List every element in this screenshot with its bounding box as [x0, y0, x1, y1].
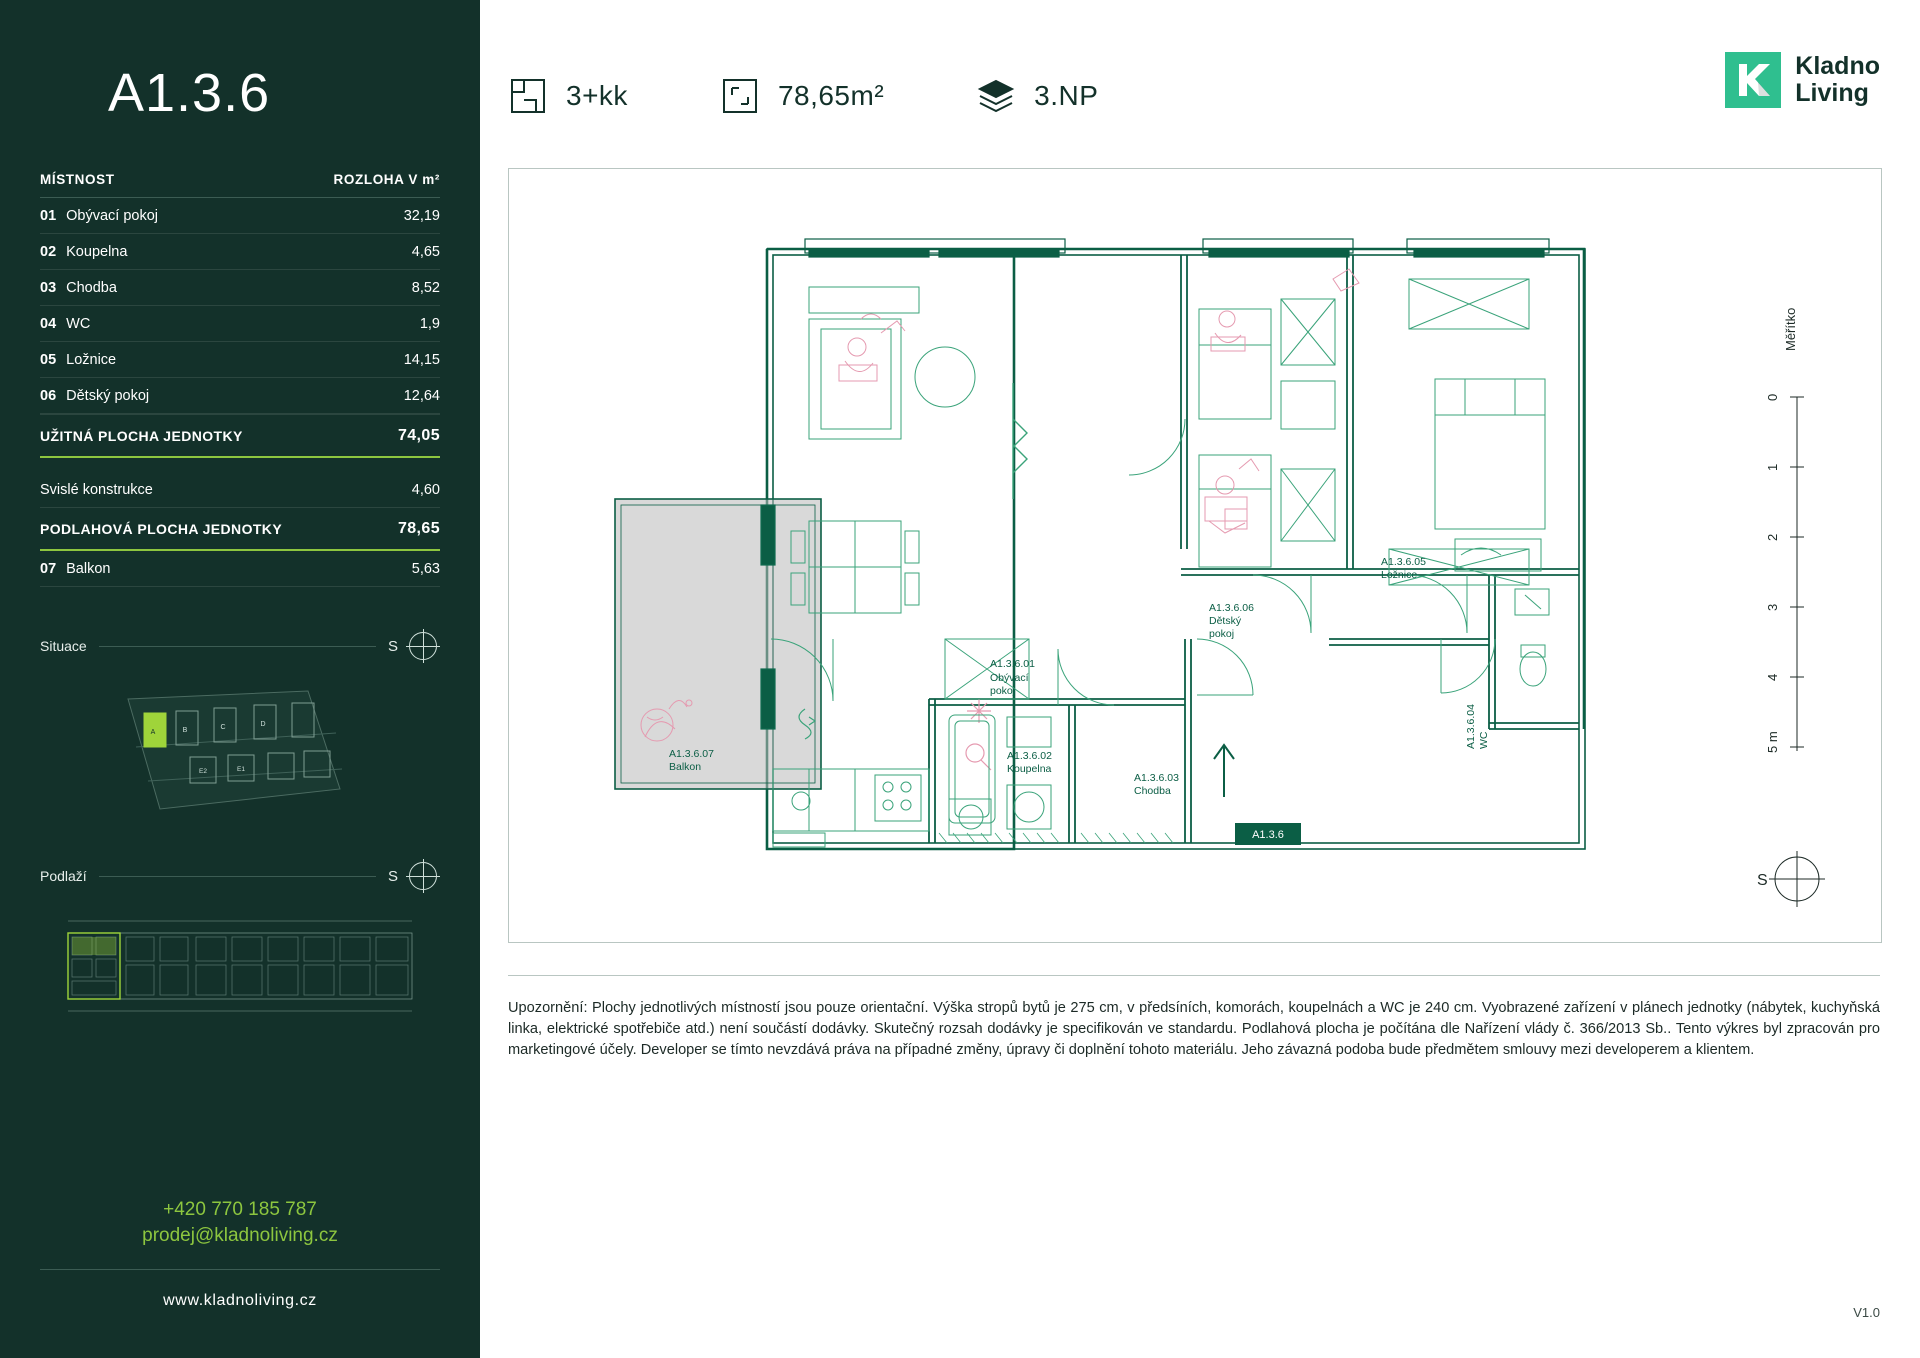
situace-label: Situace [40, 638, 87, 654]
table-header-area: ROZLOHA V m² [333, 172, 440, 187]
room-label-name2: pokoj [990, 685, 1016, 697]
room-label-name: Koupelna [1007, 763, 1052, 775]
table-row-balcony [40, 551, 440, 587]
room-label-code: A1.3.6.05 [1381, 556, 1426, 568]
divider [40, 1269, 440, 1270]
kpi-floor-value: 3.NP [1034, 80, 1099, 111]
room-label-name2: pokoj [1209, 628, 1235, 640]
divider [508, 975, 1880, 976]
room-label-code: A1.3.6.06 [1209, 602, 1254, 614]
room-number: 01 [40, 208, 57, 224]
table-row [40, 378, 440, 414]
kpi-floor [976, 76, 1098, 116]
room-label-code: A1.3.6.01 [990, 658, 1035, 670]
room-name: Chodba [66, 280, 117, 296]
room-number: 03 [40, 280, 57, 296]
room-label-name: Balkon [669, 761, 702, 773]
kpi-area-value [778, 80, 884, 112]
kpi-area-number: 78,65 [777, 80, 851, 111]
scale-tick: 3 [1765, 603, 1780, 611]
table-row [40, 306, 440, 342]
scale-tick: 4 [1765, 673, 1780, 681]
compass-situace [388, 629, 440, 663]
vertical-structures-value: 4,60 [411, 482, 440, 498]
table-row [40, 342, 440, 378]
room-label-name: Obývací [990, 672, 1029, 684]
situace-block [40, 629, 440, 817]
room-label-code: A1.3.6.07 [669, 748, 714, 760]
page-title: A1.3.6 [108, 63, 271, 123]
kpi-area [720, 76, 884, 116]
compass-podlazi [388, 859, 440, 893]
room-number: 02 [40, 244, 57, 260]
legal-notice [508, 975, 1880, 1061]
usable-area-row [40, 414, 440, 458]
usable-area-value: 74,05 [397, 427, 440, 444]
table-row [40, 234, 440, 270]
floor-plan-minimap [40, 907, 440, 1027]
room-area: 14,15 [403, 352, 440, 368]
table-spacer [40, 458, 440, 472]
kpi-bar [508, 60, 1880, 132]
room-label-code: A1.3.6.04 [1465, 704, 1477, 749]
floor-area-row [40, 508, 440, 551]
room-area: 8,52 [411, 280, 440, 296]
scale-tick: 2 [1765, 533, 1780, 541]
vertical-structures-row [40, 472, 440, 508]
room-name: Koupelna [66, 244, 128, 260]
floorplan-svg [509, 169, 1881, 942]
room-name: Ložnice [66, 352, 117, 368]
unit-tag: A1.3.6 [1252, 829, 1284, 841]
scale-tick: 1 [1765, 463, 1780, 471]
room-area: 4,65 [411, 244, 440, 260]
room-name: Dětský pokoj [66, 388, 150, 404]
scale-tick: 5 m [1765, 731, 1780, 753]
compass-icon [406, 629, 440, 663]
floor-area-label: PODLAHOVÁ PLOCHA JEDNOTKY [40, 521, 283, 537]
kpi-area-unit: m² [850, 80, 885, 111]
svg-text:A: A [150, 729, 156, 736]
brand-logo [1725, 52, 1880, 108]
room-name: Balkon [66, 561, 111, 577]
sidebar [0, 0, 480, 1358]
podlazi-block [40, 859, 440, 1027]
room-number: 05 [40, 352, 57, 368]
floor-area-value: 78,65 [397, 520, 440, 537]
svg-text:B: B [182, 727, 188, 734]
room-name: WC [66, 316, 91, 332]
floorplan-icon [508, 76, 548, 116]
usable-area-label: UŽITNÁ PLOCHA JEDNOTKY [40, 428, 243, 444]
brand-name [1795, 53, 1880, 107]
svg-text:C: C [220, 724, 226, 731]
compass-icon [406, 859, 440, 893]
contact-website[interactable]: www.kladnoliving.cz [163, 1292, 317, 1309]
table-row [40, 270, 440, 306]
room-area: 12,64 [403, 388, 440, 404]
svg-text:E2: E2 [199, 768, 207, 775]
contact-phone[interactable]: +420 770 185 787 [163, 1199, 317, 1220]
brand-line-2: Living [1795, 79, 1869, 107]
room-area: 1,9 [419, 316, 440, 332]
compass-north-label: S [387, 637, 398, 655]
svg-text:D: D [260, 721, 266, 728]
kpi-layout [508, 76, 628, 116]
svg-text:E1: E1 [237, 766, 245, 773]
legal-text: Upozornění: Plochy jednotlivých místností jsou pouze orientační. Výška stropů bytů je 275 cm, v předsíních, komorách, koupelnách a WC je 240 cm. Vyobrazené zařízení v plánech jednotky (nábytek, kuchyňská linka, elektrické spotřebiče atd.) není součástí dodávky. Skutečný rozsah dodávky je specifikován ve standardu. Podlahová plocha je počítána dle Nařízení vlády č. 366/2013 Sb.. Tento výkres byl zpracován pro marketingové účely. Developer se tímto nevzdává práva na případné změny, úpravy či doplnění tohoto materiálu. Jeho závazná podoba bude předmětem smlouvy mezi developerem a klientem. [508, 1000, 1880, 1059]
room-table [40, 172, 440, 587]
scale-tick: 0 [1765, 393, 1780, 401]
layers-icon [976, 76, 1016, 116]
room-label-code: A1.3.6.03 [1134, 772, 1179, 784]
main-content [480, 0, 1920, 1358]
table-header-room: MÍSTNOST [40, 172, 115, 187]
room-label-name: Dětský [1209, 615, 1242, 627]
contact-block [0, 1199, 480, 1310]
divider [99, 646, 376, 647]
room-number: 04 [40, 316, 57, 332]
room-area: 32,19 [403, 208, 440, 224]
contact-email[interactable]: prodej@kladnoliving.cz [142, 1225, 338, 1246]
site-plan-minimap [40, 677, 440, 817]
room-label-name: Chodba [1134, 785, 1171, 797]
document-version: V1.0 [1853, 1305, 1880, 1320]
room-number: 06 [40, 388, 57, 404]
scale-label: Měřítko [1783, 307, 1798, 351]
compass-north-label: S [1757, 872, 1768, 889]
floorplan-drawing [508, 168, 1882, 943]
room-number: 07 [40, 561, 57, 577]
room-label-name: Ložnice [1381, 569, 1418, 581]
table-row [40, 198, 440, 234]
kpi-layout-value: 3+kk [566, 80, 628, 111]
room-name: Obývací pokoj [66, 208, 159, 224]
divider [99, 876, 376, 877]
brand-line-1: Kladno [1795, 52, 1880, 80]
podlazi-label: Podlaží [40, 868, 87, 884]
kladno-living-logo-icon [1725, 52, 1781, 108]
area-icon [720, 76, 760, 116]
compass-north-label: S [387, 867, 398, 885]
room-area: 5,63 [411, 561, 440, 577]
room-label-name: WC [1478, 731, 1490, 749]
vertical-structures-label: Svislé konstrukce [40, 482, 153, 498]
table-header [40, 172, 440, 198]
room-label-code: A1.3.6.02 [1007, 750, 1052, 762]
